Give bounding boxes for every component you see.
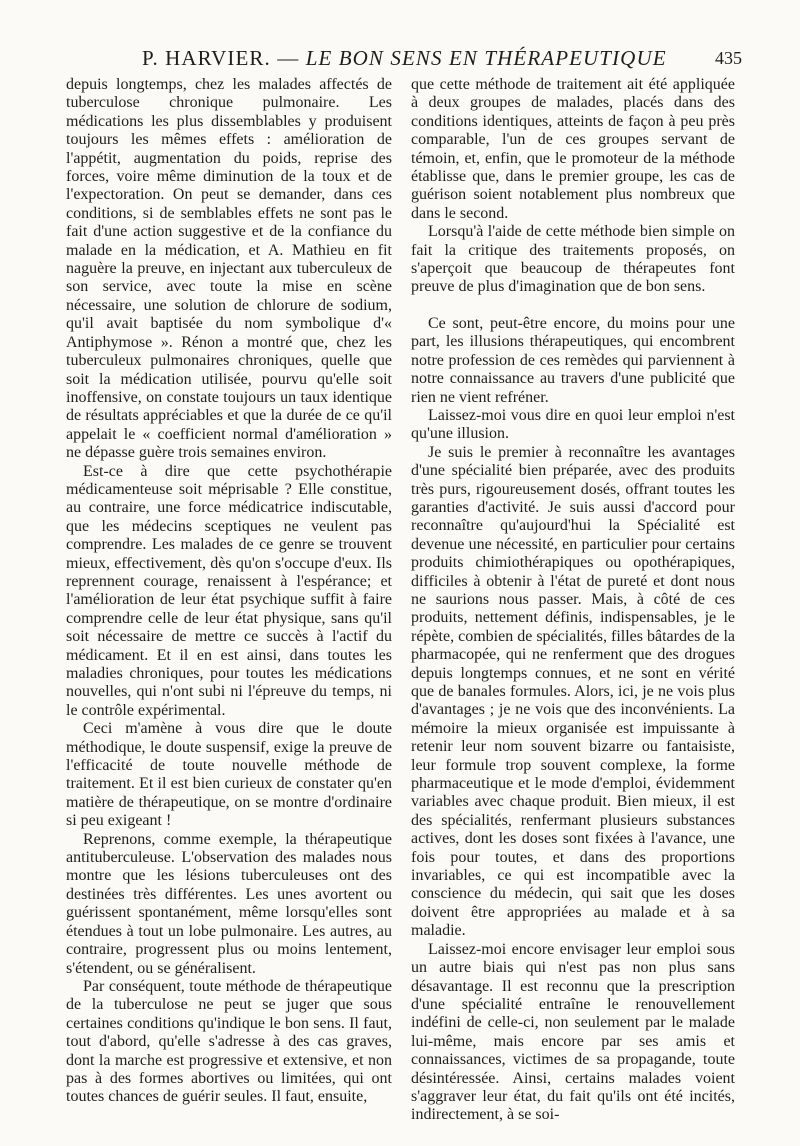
paragraph: Laissez-moi vous dire en quoi leur emploi n'est qu'une illusion. xyxy=(411,406,735,443)
header-dash: — xyxy=(277,46,300,70)
page-number: 435 xyxy=(715,48,742,68)
paragraph: Par conséquent, toute méthode de thérapeutique de la tuberculose ne peut se juger que sous certaines conditions qu'indique le bon sens. Il faut, tout d'abord, qu'elle s'adresse à des cas graves, dont la marche est progressive et extensive, et non pas à des formes abortives ou limitées, qui ont toutes chances de guérir seules. Il faut, ensuite, xyxy=(66,977,392,1106)
paragraph: Je suis le premier à reconnaître les avantages d'une spécialité bien préparée, avec des produits très purs, rigoureusement dosés, offrant toutes les garanties d'activité. Je suis aussi d'accord pour reconnaître qu'aujourd'hui la Spécialité est devenue une nécessité, en particulier pour certains produits chimiothérapiques ou opothérapiques, difficiles à obtenir à l'état de pureté et dont nous ne saurions nous passer. Mais, à côté de ces produits, nettement définis, indispensables, je le répète, combien de spécialités, filles bâtardes de la pharmacopée, qui ne renferment que des drogues depuis longtemps connues, et ne sont en vérité que de banales formules. Alors, ici, je ne vois plus d'avantages ; je ne vois que des inconvénients. La mémoire la mieux organisée est impuissante à retenir leur nom souvent bizarre ou fantaisiste, leur formule trop souvent complexe, la forme pharmaceutique et le mode d'emploi, évidemment variables avec chaque produit. Bien mieux, il est des spécialités, renfermant plusieurs substances actives, dont les doses sont fixées à l'avance, une fois pour toutes, et dans des proportions invariables, ce qui est incompatible avec la conscience du médecin, qui sait que les doses doivent être appropriées au malade et à sa maladie. xyxy=(411,443,735,940)
running-header xyxy=(62,46,742,70)
paragraph: Ceci m'amène à vous dire que le doute méthodique, le doute suspensif, exige la preuve de l'efficacité de toute nouvelle méthode de traitement. Et il est bien curieux de constater qu'en matière de thérapeutique, on se montre d'ordinaire si peu exigeant ! xyxy=(66,720,392,830)
paragraph: Laissez-moi encore envisager leur emploi sous un autre biais qui n'est pas non plus sans désavantage. Il est reconnu que la prescription d'une spécialité entraîne le renouvellement indéfini de celle-ci, non seulement par le malade lui-même, mais encore par ses amis et connaissances, victimes de sa propagande, toute désintéressée. Ainsi, certains malades voient s'aggraver leur état, du fait qu'ils ont été incités, indirectement, à se soi- xyxy=(411,940,735,1124)
header-title xyxy=(142,46,667,71)
paragraph: Reprenons, comme exemple, la thérapeutique antituberculeuse. L'observation des malades nous montre que les lésions tuberculeuses ont des destinées très différentes. Les unes avortent ou guérissent spontanément, même lorsqu'elles sont étendues à tout un lobe pulmonaire. Les autres, au contraire, progressent plus ou moins lentement, s'étendent, ou se généralisent. xyxy=(66,830,392,977)
left-column xyxy=(66,76,392,1107)
paragraph: depuis longtemps, chez les malades affectés de tuberculose chronique pulmonaire. Les médications les plus dissemblables y produisent toujours les mêmes effets : amélioration de l'appétit, augmentation du poids, reprise des forces, voire même diminution de la toux et de l'expectoration. On peut se demander, dans ces conditions, si de semblables effets ne sont pas le fait d'une action suggestive et de la confiance du malade en la médication, et A. Mathieu en fit naguère la preuve, en injectant aux tuberculeux de son service, avec toute la mise en scène nécessaire, une solution de chlorure de sodium, qu'il avait baptisée du nom symbolique d'« Antiphymose ». Rénon a montré que, chez les tuberculeux pulmonaires chroniques, quelle que soit la médication utilisée, pourvu qu'elle soit inoffensive, on constate toujours un taux identique de résultats appréciables et que la durée de ce qu'il appelait le « coefficient normal d'amélioration » ne dépasse guère trois semaines environ. xyxy=(66,76,392,462)
paragraph: Lorsqu'à l'aide de cette méthode bien simple on fait la critique des traitements proposés, on s'aperçoit que beaucoup de thérapeutes font preuve de plus d'imagination que de bon sens. xyxy=(411,223,735,296)
header-subject: LE BON SENS EN THÉRAPEUTIQUE xyxy=(305,46,667,70)
right-column xyxy=(411,76,735,1125)
paragraph: que cette méthode de traitement ait été appliquée à deux groupes de malades, placés dans des conditions identiques, atteints de façon à peu près comparable, l'un de ces groupes servant de témoin, et, enfin, que le promoteur de la méthode établisse que, dans le premier groupe, les cas de guérison soient notablement plus nombreux que dans le second. xyxy=(411,76,735,222)
header-author: P. HARVIER. xyxy=(142,46,271,70)
paragraph: Est-ce à dire que cette psychothérapie médicamenteuse soit méprisable ? Elle constitue, au contraire, une force médicatrice indiscutable, que les médecins sceptiques ne veulent pas comprendre. Les malades de ce genre se trouvent mieux, effectivement, dès qu'on s'occupe d'eux. Ils reprennent courage, renaissent à l'espérance; et l'amélioration de leur état psychique suffit à faire comprendre celle de leur état physique, sans qu'il soit nécessaire de mettre ce succès à l'actif du médicament. Et il en est ainsi, dans toutes les maladies chroniques, pour toutes les médications nouvelles, qui n'ont subi ni l'épreuve du temps, ni le contrôle expérimental. xyxy=(66,462,392,719)
paragraph: Ce sont, peut-être encore, du moins pour une part, les illusions thérapeutiques, qui encombrent notre profession de ces remèdes qui parviennent à notre connaissance au travers d'une publicité que rien ne vient refréner. xyxy=(411,314,735,406)
